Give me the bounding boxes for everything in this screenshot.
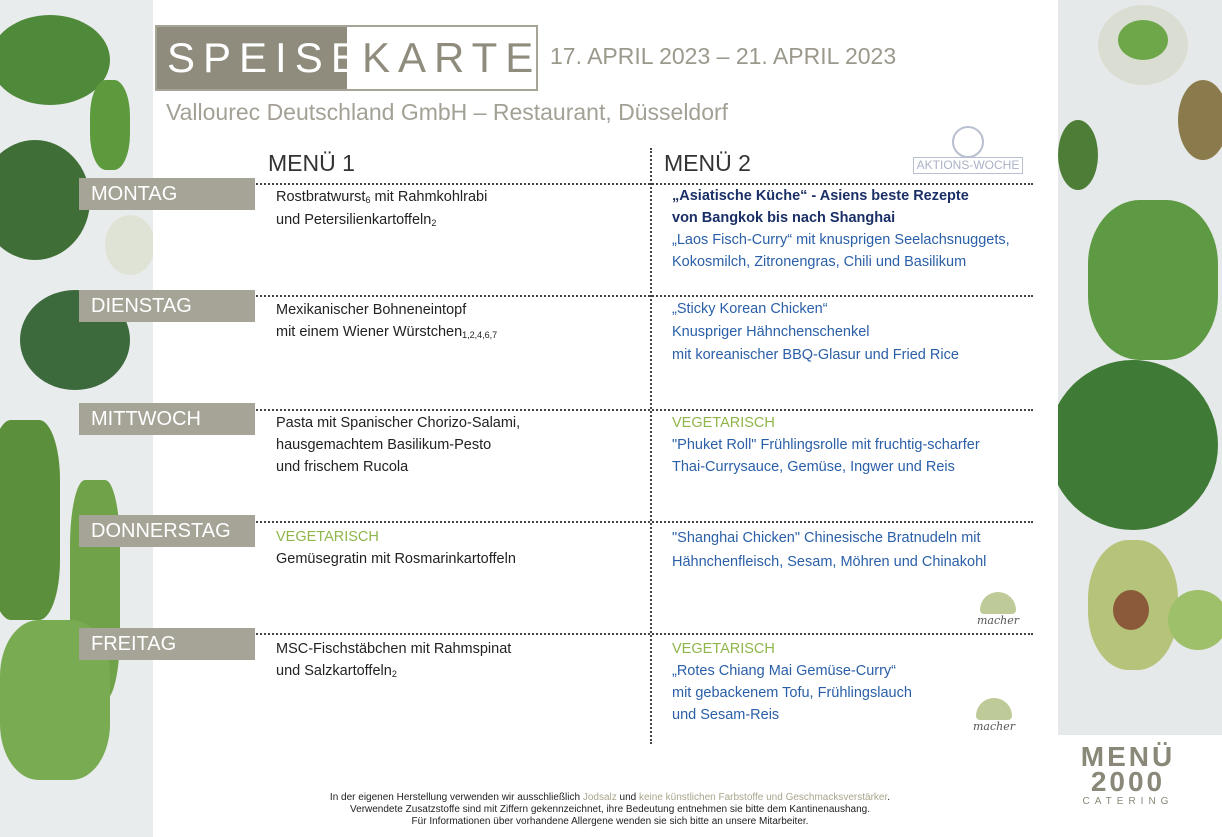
footer-line-1: In der eigenen Herstellung verwenden wir ausschließlich Jodsalz und keine künstlichen Farbstoffe und Geschmacksverstärker. bbox=[329, 792, 891, 803]
menu2-montag: „Asiatische Küche“ - Asiens beste Rezepte von Bangkok bis nach Shanghai „Laos Fisch-Curry“ mit knusprigen Seelachsnuggets, Kokosmilch, Zitronengras, Chili und Basilikum bbox=[672, 188, 1010, 270]
menu1-montag: Rostbratwurst$_6$ mit Rahmkohlrabi und Petersilienkartoffeln$_2$ bbox=[276, 189, 488, 228]
menu2-mittwoch: VEGETARISCH "Phuket Roll" Frühlingsrolle mit fruchtig-scharfer Thai-Currysauce, Gemüse, Ingwer und Reis bbox=[672, 412, 980, 478]
footer-line-3: Für Informationen über vorhandene Allergene wenden sie sich bitte an unsere Mitarbeiter. bbox=[411, 816, 809, 827]
column-divider bbox=[650, 148, 652, 744]
menu1-freitag: MSC-Fischstäbchen mit Rahmspinat und Salzkartoffeln$_2$ bbox=[276, 641, 512, 679]
row-divider bbox=[233, 633, 1033, 635]
aktionswoche-logo-icon bbox=[952, 126, 984, 158]
menu1-dienstag: Mexikanischer Bohneneintopf mit einem Wiener Würstchen$_{1,2,4,6,7}$ bbox=[276, 302, 498, 340]
menu2000-logo: MENÜ 2000 CATERING bbox=[1080, 741, 1176, 807]
column-header-menu1: MENÜ 1 bbox=[268, 150, 355, 176]
menu1-donnerstag: VEGETARISCH Gemüsegratin mit Rosmarinkartoffeln bbox=[276, 526, 516, 570]
day-label-mittwoch: MITTWOCH bbox=[79, 403, 255, 435]
menu1-mittwoch: Pasta mit Spanischer Chorizo-Salami, hausgemachtem Basilikum-Pesto und frischem Rucola bbox=[276, 415, 521, 475]
day-label-dienstag: DIENSTAG bbox=[79, 290, 255, 322]
badge-text: AKTIONS-WOCHE bbox=[913, 157, 1023, 174]
row-divider bbox=[233, 295, 1033, 297]
vegetarian-tag: VEGETARISCH bbox=[276, 529, 379, 545]
menu2-dienstag: „Sticky Korean Chicken“ Knuspriger Hähnchenschenkel mit koreanischer BBQ-Glasur und Fried Rice bbox=[672, 301, 959, 363]
day-label-montag: MONTAG bbox=[79, 178, 255, 210]
column-header-menu2: MENÜ 2 bbox=[664, 150, 751, 176]
vegetarian-tag: VEGETARISCH bbox=[672, 415, 775, 431]
title-karte: KARTE bbox=[362, 34, 542, 81]
row-divider bbox=[233, 409, 1033, 411]
macher-icon: macher bbox=[966, 698, 1022, 738]
macher-icon: macher bbox=[970, 592, 1026, 632]
vegetarian-tag: VEGETARISCH bbox=[672, 641, 775, 657]
row-divider bbox=[233, 521, 1033, 523]
date-range: 17. APRIL 2023 – 21. APRIL 2023 bbox=[550, 43, 897, 69]
day-label-donnerstag: DONNERSTAG bbox=[79, 515, 255, 547]
right-vegetable-photo bbox=[1058, 0, 1222, 735]
title-speise: SPEISE bbox=[157, 27, 347, 89]
footer-line-2: Verwendete Zusatzstoffe sind mit Ziffern gekennzeichnet, ihre Bedeutung entnehmen sie bitte dem Kantinenaushang. bbox=[350, 804, 870, 815]
day-label-freitag: FREITAG bbox=[79, 628, 255, 660]
footer-notes bbox=[180, 792, 1040, 828]
aktionswoche-badge bbox=[913, 126, 1023, 174]
menu-title bbox=[155, 25, 542, 91]
menu2-donnerstag: "Shanghai Chicken" Chinesische Bratnudeln mit Hähnchenfleisch, Sesam, Möhren und Chinakohl bbox=[672, 530, 987, 570]
company-name: Vallourec Deutschland GmbH – Restaurant, Düsseldorf bbox=[166, 99, 729, 125]
menu2-freitag: VEGETARISCH „Rotes Chiang Mai Gemüse-Curry“ mit gebackenem Tofu, Frühlingslauch und Sesam-Reis bbox=[672, 638, 912, 726]
